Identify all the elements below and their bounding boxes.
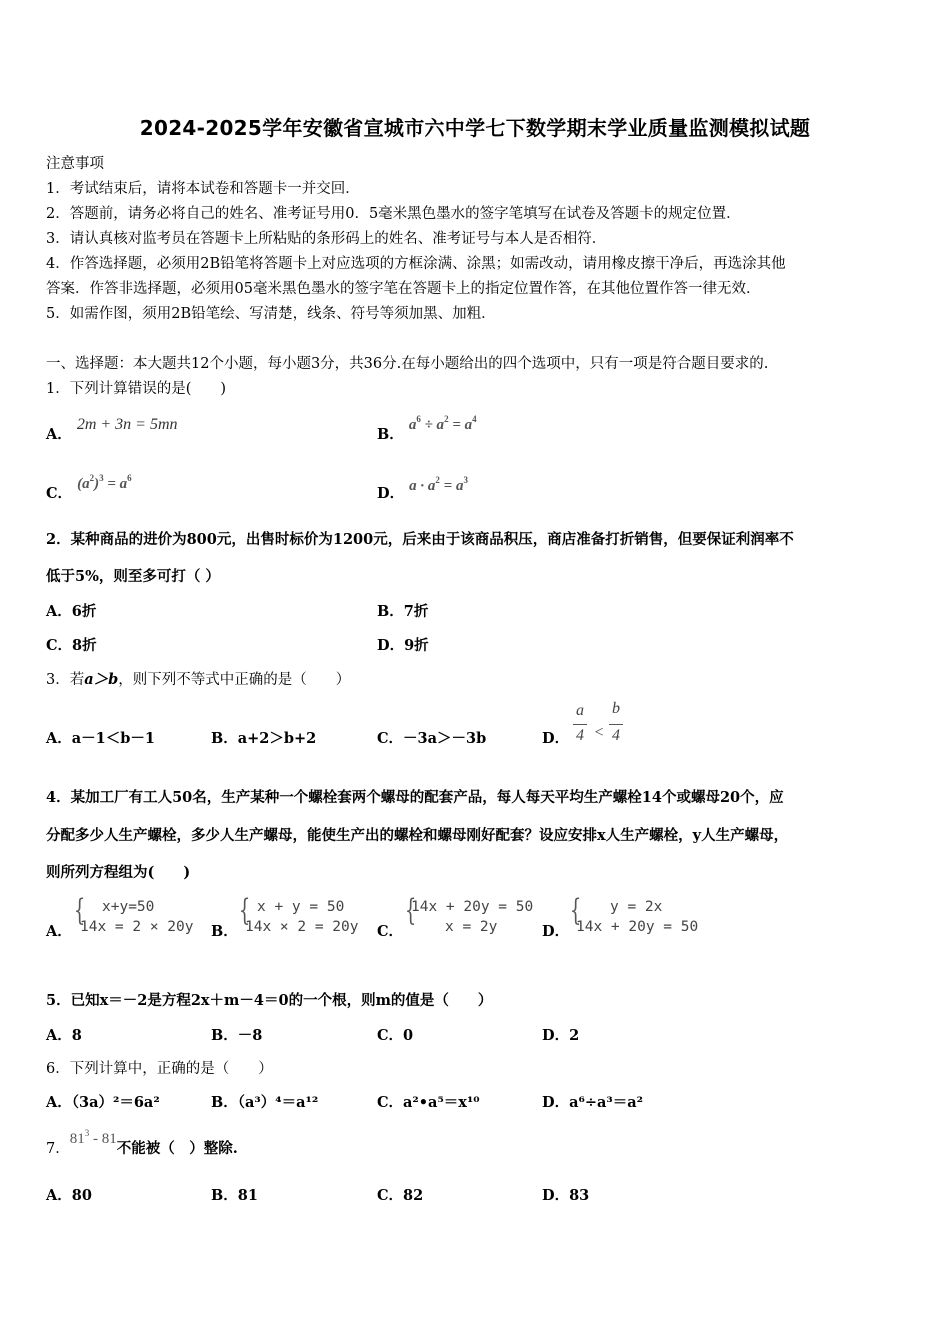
question-1-stem: 1．下列计算错误的是( ) xyxy=(46,381,227,397)
brace-icon: { xyxy=(404,893,417,928)
q6-option-b: B．（a³）⁴＝a¹² xyxy=(211,1094,319,1111)
q4-option-d: D． xyxy=(542,923,570,940)
question-2-stem-line2: 低于5%，则至多可打（ ） xyxy=(46,568,220,585)
q3-option-b: B．a+2＞b+2 xyxy=(211,730,317,747)
q6-option-a: A．（3a）²＝6a² xyxy=(46,1094,160,1111)
q4-d-system: y = 2x 14x + 20y = 50 xyxy=(576,899,699,935)
notes-item: 4．作答选择题，必须用2B铅笔将答题卡上对应选项的方框涂满、涂黑；如需改动，请用橡皮擦干净后，再选涂其他 xyxy=(46,256,786,272)
notes-item: 5．如需作图，须用2B铅笔绘、写清楚，线条、符号等须加黑、加粗． xyxy=(46,306,496,322)
notes-item: 2．答题前，请务必将自己的姓名、准考证号用0．5毫米黑色墨水的签字笔填写在试卷及答题卡的规定位置． xyxy=(46,206,741,222)
q7-option-d: D．83 xyxy=(542,1187,590,1204)
q1-option-a: A． 2m + 3n = 5mn xyxy=(46,416,178,443)
fraction-bar xyxy=(609,724,623,725)
q6-option-d: D．a⁶÷a³＝a² xyxy=(542,1094,643,1111)
q2-option-c: C．8折 xyxy=(46,637,97,654)
brace-icon: { xyxy=(73,893,86,928)
question-5-stem: 5．已知x＝－2是方程2x＋m－4＝0的一个根，则m的值是（ ） xyxy=(46,992,493,1009)
q3-d-num1: a xyxy=(576,702,584,719)
question-4-stem-line2: 分配多少人生产螺栓，多少人生产螺母，能使生产出的螺栓和螺母刚好配套？设应安排x人生产螺栓，y人生产螺母， xyxy=(46,827,789,844)
q4-c-system: 14x + 20y = 50 x = 2y xyxy=(411,899,534,935)
q3-option-d: D． xyxy=(542,730,570,747)
q2-option-d: D．9折 xyxy=(377,637,429,654)
q1-d-expr: $a \cdot a^2 = a^3$ xyxy=(409,475,468,494)
notes-item: 1．考试结束后，请将本试卷和答题卡一并交回． xyxy=(46,181,360,197)
q3-d-den2: 4 xyxy=(612,727,620,744)
q1-a-expr: 2m + 3n = 5mn xyxy=(76,416,178,433)
q3-option-c: C．－3a＞－3b xyxy=(377,730,487,747)
question-6-stem: 6．下列计算中，正确的是（ ） xyxy=(46,1061,273,1077)
question-7-stem: 7．$81^3 - 81$不能被（ ）整除. xyxy=(46,1128,238,1157)
q4-option-a: A． xyxy=(46,923,72,940)
q1-option-b: B． $a^6 \div a^2 = a^4$ xyxy=(377,414,477,443)
brace-icon: { xyxy=(238,893,251,928)
q1-option-c: C． $(a^2)^3 = a^6$ xyxy=(46,473,132,502)
q7-option-a: A．80 xyxy=(46,1187,92,1204)
q3-d-den1: 4 xyxy=(576,727,584,744)
fraction-bar xyxy=(573,724,587,725)
q1-b-expr: $a^6 \div a^2 = a^4$ xyxy=(408,414,477,433)
q4-b-system: x + y = 50 14x × 2 = 20y xyxy=(245,899,359,935)
q5-option-c: C．0 xyxy=(377,1027,414,1044)
notes-item: 3．请认真核对监考员在答题卡上所粘贴的条形码上的姓名、准考证号与本人是否相符． xyxy=(46,231,607,247)
q2-option-b: B．7折 xyxy=(377,603,429,620)
notes-heading: 注意事项 xyxy=(46,156,104,172)
q7-option-c: C．82 xyxy=(377,1187,424,1204)
brace-icon: { xyxy=(569,893,582,928)
q1-option-d: D． $a \cdot a^2 = a^3$ xyxy=(377,475,468,502)
q4-option-c: C． xyxy=(377,923,404,940)
q7-expr: $81^3 - 81$ xyxy=(69,1128,117,1147)
q7-option-b: B．81 xyxy=(211,1187,258,1204)
question-3-stem: 3．若a＞b，则下列不等式中正确的是（ ） xyxy=(46,671,351,688)
q5-option-a: A．8 xyxy=(46,1027,82,1044)
question-4-stem-line3: 则所列方程组为( ) xyxy=(46,864,191,881)
question-2-stem-line1: 2．某种商品的进价为800元，出售时标价为1200元，后来由于该商品积压，商店准备打折销售，但要保证利润率不 xyxy=(46,531,794,548)
q3-d-rel: < xyxy=(594,724,604,741)
q6-option-c: C．a²•a⁵＝x¹⁰ xyxy=(377,1094,480,1111)
page-title: 2024-2025学年安徽省宣城市六中学七下数学期末学业质量监测模拟试题 xyxy=(139,116,811,140)
q5-option-b: B．－8 xyxy=(211,1027,263,1044)
q2-option-a: A．6折 xyxy=(46,603,97,620)
q3-d-num2: b xyxy=(612,700,620,717)
q5-option-d: D．2 xyxy=(542,1027,580,1044)
q4-a-system: x+y=50 14x = 2 × 20y xyxy=(80,899,194,935)
q3-option-a: A．a－1＜b－1 xyxy=(46,730,155,747)
q4-option-b: B． xyxy=(211,923,238,940)
notes-item: 答案．作答非选择题，必须用05毫米黑色墨水的签字笔在答题卡上的指定位置作答，在其他位置作答一律无效． xyxy=(46,281,761,297)
question-4-stem-line1: 4．某加工厂有工人50名，生产某种一个螺栓套两个螺母的配套产品，每人每天平均生产螺栓14个或螺母20个，应 xyxy=(46,789,784,806)
section-heading: 一、选择题：本大题共12个小题，每小题3分，共36分.在每小题给出的四个选项中，只有一项是符合题目要求的. xyxy=(46,356,769,372)
q1-c-expr: $(a^2)^3 = a^6$ xyxy=(77,473,132,492)
